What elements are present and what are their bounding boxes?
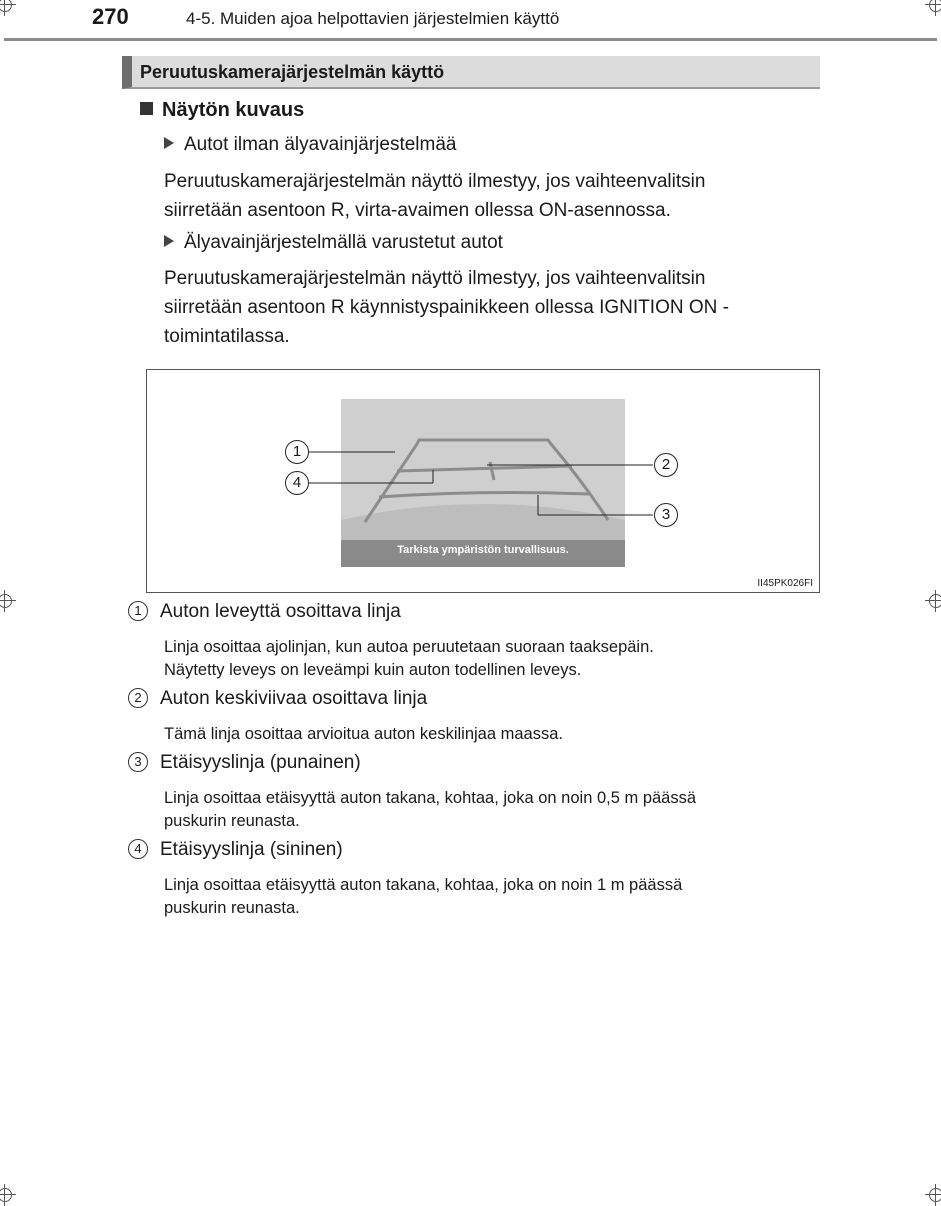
item-description: [164, 874, 814, 920]
callout-4: 4: [285, 471, 309, 495]
crop-mark-icon: [925, 0, 941, 16]
text-line: Linja osoittaa etäisyyttä auton takana, kohtaa, joka on noin 1 m päässä: [164, 876, 683, 894]
text-line: Linja osoittaa ajolinjan, kun autoa peruutetaan suoraan taaksepäin.: [164, 638, 654, 656]
item-title: [128, 752, 361, 774]
camera-screen-illustration: [147, 370, 819, 592]
item-number: 1: [128, 601, 148, 621]
callout-3: 3: [654, 503, 678, 527]
section-header: [122, 56, 820, 89]
crop-mark-icon: [0, 0, 16, 16]
subheading: [140, 99, 304, 122]
text-line: Peruutuskamerajärjestelmän näyttö ilmestyy, jos vaihteenvalitsin: [164, 171, 706, 192]
crop-mark-icon: [0, 590, 16, 612]
variant-description: [164, 264, 814, 351]
item-description: [164, 787, 814, 833]
text-line: Tämä linja osoittaa arvioitua auton keskilinjaa maassa.: [164, 725, 563, 743]
item-number: 4: [128, 839, 148, 859]
item-description: [164, 636, 814, 682]
item-description: [164, 723, 814, 746]
square-bullet-icon: [140, 102, 153, 115]
variant-label-text: Älyavainjärjestelmällä varustetut autot: [184, 232, 503, 253]
camera-screen-figure: [146, 369, 820, 593]
crop-mark-icon: [0, 1184, 16, 1206]
text-line: siirretään asentoon R, virta-avaimen ollessa ON-asennossa.: [164, 200, 671, 221]
chapter-title: 4-5. Muiden ajoa helpottavien järjestelmien käyttö: [186, 9, 560, 28]
text-line: puskurin reunasta.: [164, 899, 300, 917]
item-title: [128, 601, 401, 623]
variant-description: [164, 167, 814, 225]
text-line: siirretään asentoon R käynnistyspainikkeen ollessa IGNITION ON -: [164, 297, 729, 318]
section-title: Peruutuskamerajärjestelmän käyttö: [140, 62, 445, 82]
figure-id: II45PK026FI: [757, 578, 813, 589]
header-divider: [4, 38, 937, 41]
item-title-text: Auton leveyttä osoittava linja: [160, 601, 401, 622]
variant-label-text: Autot ilman älyavainjärjestelmää: [184, 134, 457, 155]
item-title: [128, 839, 343, 861]
item-title-text: Etäisyyslinja (punainen): [160, 752, 361, 773]
item-number: 2: [128, 688, 148, 708]
text-line: toimintatilassa.: [164, 326, 290, 347]
variant-label: [164, 134, 456, 156]
callout-2: 2: [654, 453, 678, 477]
item-number: 3: [128, 752, 148, 772]
text-line: puskurin reunasta.: [164, 812, 300, 830]
subheading-text: Näytön kuvaus: [162, 99, 305, 121]
callout-1: 1: [285, 440, 309, 464]
page-number: 270: [92, 4, 129, 29]
text-line: Peruutuskamerajärjestelmän näyttö ilmestyy, jos vaihteenvalitsin: [164, 268, 706, 289]
crop-mark-icon: [925, 590, 941, 612]
screen-caption: Tarkista ympäristön turvallisuus.: [397, 544, 569, 556]
item-title-text: Auton keskiviivaa osoittava linja: [160, 688, 428, 709]
triangle-bullet-icon: [164, 235, 174, 247]
item-title-text: Etäisyyslinja (sininen): [160, 839, 343, 860]
item-title: [128, 688, 427, 710]
variant-label: [164, 232, 503, 254]
text-line: Näytetty leveys on leveämpi kuin auton todellinen leveys.: [164, 661, 582, 679]
text-line: Linja osoittaa etäisyyttä auton takana, kohtaa, joka on noin 0,5 m päässä: [164, 789, 697, 807]
triangle-bullet-icon: [164, 137, 174, 149]
crop-mark-icon: [925, 1184, 941, 1206]
